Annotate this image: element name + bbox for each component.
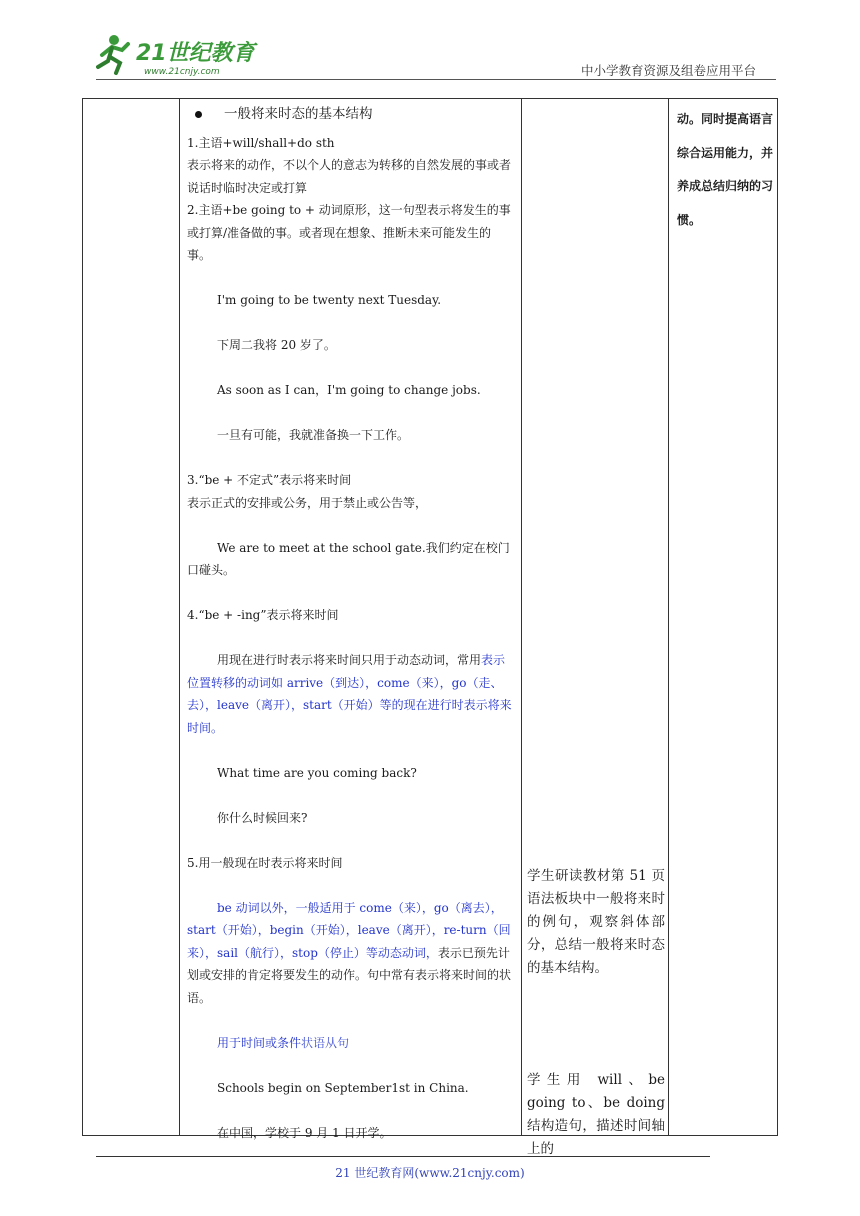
structure-5-subtitle: 用于时间或条件状语从句 (217, 1035, 350, 1050)
example-en: I'm going to be twenty next Tuesday. (217, 293, 442, 307)
example-cn: 一旦有可能，我就准备换一下工作。 (217, 428, 410, 442)
example-en: As soon as I can，I'm going to change jobs. (217, 383, 481, 397)
lesson-table (82, 98, 778, 1157)
section-heading: 一般将来时态的基本结构 (187, 103, 515, 126)
footer-text: 21 世纪教育网(www.21cnjy.com) (335, 1166, 525, 1180)
example-cn: 下周二我将 20 岁了。 (217, 338, 336, 352)
structure-1-title: 1.主语+will/shall+do sth (187, 135, 335, 150)
design-intent-text: 动。同时提高语言综合运用能力，并养成总结归纳的习惯。 (677, 112, 774, 227)
structure-5-desc: be 动词以外，一般适用于 come（来），go（离去），start（开始），begin（开始），leave（离开），re-turn（回来），sail（航行），stop（停止）等动态动词，表示已预先计划或安排的肯定将要发生的动作。句中常有表示将来时间的状语。 (187, 900, 512, 1005)
teaching-content-cell (187, 99, 515, 1144)
example-en: We are to meet at the school gate.我们约定在校门口碰头。 (187, 540, 510, 577)
example-cn: 你什么时候回来? (217, 810, 308, 825)
structure-4-desc: 用现在进行时表示将来时间只用于动态动词，常用表示位置转移的动词如 arrive（到达），come（来），go（走、去），leave（离开），start（开始）等的现在进行时表示将来时间。 (187, 653, 512, 735)
student-activity-text: 学生用 will、be going to、be doing 结构造句，描述时间轴上的 (527, 1072, 665, 1157)
example-en: Schools begin on September1st in China. (217, 1080, 469, 1095)
structure-2-title: 2.主语+be going to + 动词原形，这一句型表示将发生的事或打算/准备做的事。或者现在想象、推断未来可能发生的事。 (187, 203, 511, 262)
footer-divider (96, 1156, 710, 1157)
runner-icon (98, 35, 128, 73)
column-divider (521, 99, 522, 1135)
bullet-icon (195, 111, 202, 118)
example-cn: 在中国，学校于 9 月 1 日开学。 (217, 1125, 392, 1140)
structure-3-desc: 表示正式的安排或公务，用于禁止或公告等， (187, 495, 428, 510)
column-divider (668, 99, 669, 1135)
example-en: What time are you coming back? (217, 765, 417, 780)
logo-text: 21世纪教育 (136, 41, 255, 66)
column-divider (179, 99, 180, 1135)
header-divider (96, 79, 776, 80)
structure-1-desc: 表示将来的动作，不以个人的意志为转移的自然发展的事或者说话时临时决定或打算 (187, 158, 512, 195)
logo (96, 33, 266, 79)
structure-3-title: 3.“be + 不定式”表示将来时间 (187, 473, 352, 487)
structure-5-title: 5.用一般现在时表示将来时间 (187, 855, 343, 870)
header-platform-title: 中小学教育资源及组卷应用平台 (580, 63, 756, 78)
student-activity-text: 学生研读教材第 51 页语法板块中一般将来时的例句，观察斜体部分，总结一般将来时态的基本结构。 (527, 868, 665, 976)
structure-4-title: 4.“be + -ing”表示将来时间 (187, 608, 339, 622)
logo-url: www.21cnjy.com (144, 67, 220, 77)
